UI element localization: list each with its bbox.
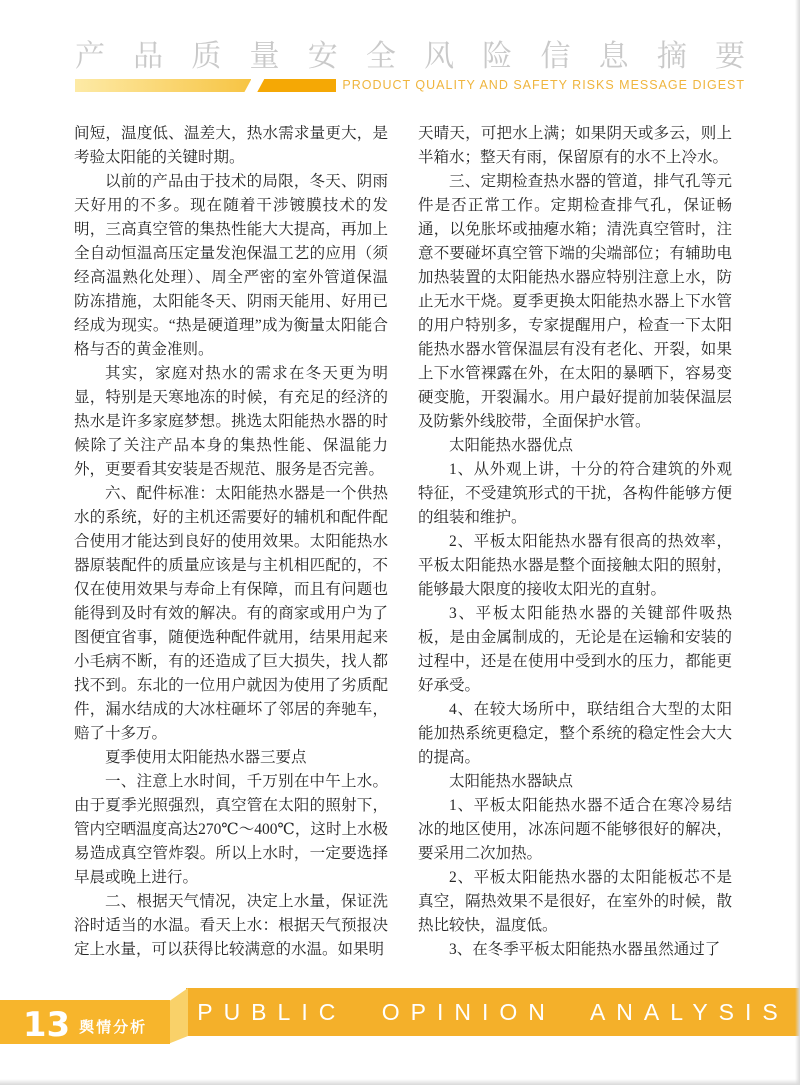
paragraph: 3、在冬季平板太阳能热水器虽然通过了 — [449, 941, 721, 958]
paragraph: 天晴天，可把水上满；如果阴天或多云，则上半箱水；整天有雨，保留原有的水不上冷水。 — [418, 125, 732, 166]
paragraph: 2、平板太阳能热水器有很高的热效率，平板太阳能热水器是整个面接触太阳的照射，能够最大限度的接收太阳光的直射。 — [418, 533, 732, 598]
footer-page-block — [0, 1000, 170, 1044]
section-heading: 太阳能热水器缺点 — [449, 773, 574, 790]
paragraph: 六、配件标准：太阳能热水器是一个供热水的系统，好的主机还需要好的辅机和配件配合使用才能达到良好的使用效果。太阳能热水器原装配件的质量应该是与主机相匹配的，不仅在使用效果与寿命上有保障，而且有问题也能得到及时有效的解决。有的商家或用户为了图便宜省事，随便选种配件就用，结果用起来小毛病不断，有的还造成了巨大损失，找人都找不到。东北的一位用户就因为使用了劣质配件，漏水结成的大冰柱砸坏了邻居的奔驰车，赔了十多万。 — [74, 485, 388, 742]
section-heading: 太阳能热水器优点 — [449, 437, 574, 454]
header-divider-slash-gap — [251, 79, 257, 92]
paragraph: 二、根据天气情况，决定上水量，保证洗浴时适当的水温。看天上水：根据天气预报决定上水量，可以获得比较满意的水温。如果明 — [74, 893, 388, 958]
footer-band — [186, 988, 800, 1036]
column-left — [74, 122, 388, 962]
page-edge-shadow-right — [795, 0, 800, 1085]
section-heading: 夏季使用太阳能热水器三要点 — [105, 749, 307, 766]
header-divider — [75, 79, 745, 92]
paragraph: 1、平板太阳能热水器不适合在寒冷易结冰的地区使用，冰冻问题不能够很好的解决，要采用二次加热。 — [418, 797, 732, 862]
page-title: 产品质量安全风险信息摘要 — [75, 40, 745, 73]
page-number: 13 — [22, 1005, 71, 1046]
footer-section-label: 舆情分析 — [79, 1019, 148, 1036]
paragraph: 三、定期检查热水器的管道，排气孔等元件是否正常工作。定期检查排气孔，保证畅通，以免胀坏或抽瘪水箱；清洗真空管时，注意不要碰坏真空管下端的尖端部位；有辅助电加热装置的太阳能热水器应特别注意上水，防止无水干烧。夏季更换太阳能热水器上下水管的用户特别多，专家提醒用户，检查一下太阳能热水器水管保温层有没有老化、开裂，如果上下水管裸露在外，在太阳的暴晒下，容易变硬变脆，开裂漏水。用户最好提前加装保温层及防紫外线胶带，全面保护水管。 — [418, 173, 732, 430]
paragraph: 间短，温度低、温差大，热水需求量更大，是考验太阳能的关键时期。 — [74, 125, 388, 166]
paragraph: 4、在较大场所中，联结组合大型的太阳能加热系统更稳定，整个系统的稳定性会大大的提高。 — [418, 701, 732, 766]
header-divider-orange-bar — [257, 79, 336, 92]
paragraph: 2、平板太阳能热水器的太阳能板芯不是真空，隔热效果不是很好，在室外的时候，散热比较快，温度低。 — [418, 869, 732, 934]
paragraph: 以前的产品由于技术的局限，冬天、阴雨天好用的不多。现在随着干涉镀膜技术的发明，三高真空管的集热性能大大提高，再加上全自动恒温高压定量发泡保温工艺的应用（须经高温熟化处理）、周全严密的室外管道保温防冻措施，太阳能冬天、阴雨天能用、好用已经成为现实。“热是硬道理”成为衡量太阳能合格与否的黄金准则。 — [74, 173, 388, 358]
paragraph: 3、平板太阳能热水器的关键部件吸热板，是由金属制成的，无论是在运输和安装的过程中，还是在使用中受到水的压力，都能更好承受。 — [418, 605, 732, 694]
paragraph: 其实，家庭对热水的需求在冬天更为明显，特别是天寒地冻的时候，有充足的经济的热水是许多家庭梦想。挑选太阳能热水器的时候除了关注产品本身的集热性能、保温能力外，更要看其安装是否规范、服务是否完善。 — [74, 365, 388, 478]
page-edge-shadow-bottom — [0, 1079, 800, 1085]
header-divider-light-bar — [75, 79, 251, 92]
paragraph: 一、注意上水时间，千万别在中午上水。由于夏季光照强烈，真空管在太阳的照射下，管内空晒温度高达270℃～400℃，这时上水极易造成真空管炸裂。所以上水时，一定要选择早晨或晚上进行。 — [74, 773, 388, 886]
column-right — [418, 122, 732, 962]
footer-band-label: PUBLIC OPINION ANALYSIS — [197, 998, 789, 1025]
header-subtitle: PRODUCT QUALITY AND SAFETY RISKS MESSAGE DIGEST — [342, 78, 745, 92]
paragraph: 1、从外观上讲，十分的符合建筑的外观特征，不受建筑形式的干扰，各构件能够方便的组装和维护。 — [418, 461, 732, 526]
article — [74, 122, 732, 962]
